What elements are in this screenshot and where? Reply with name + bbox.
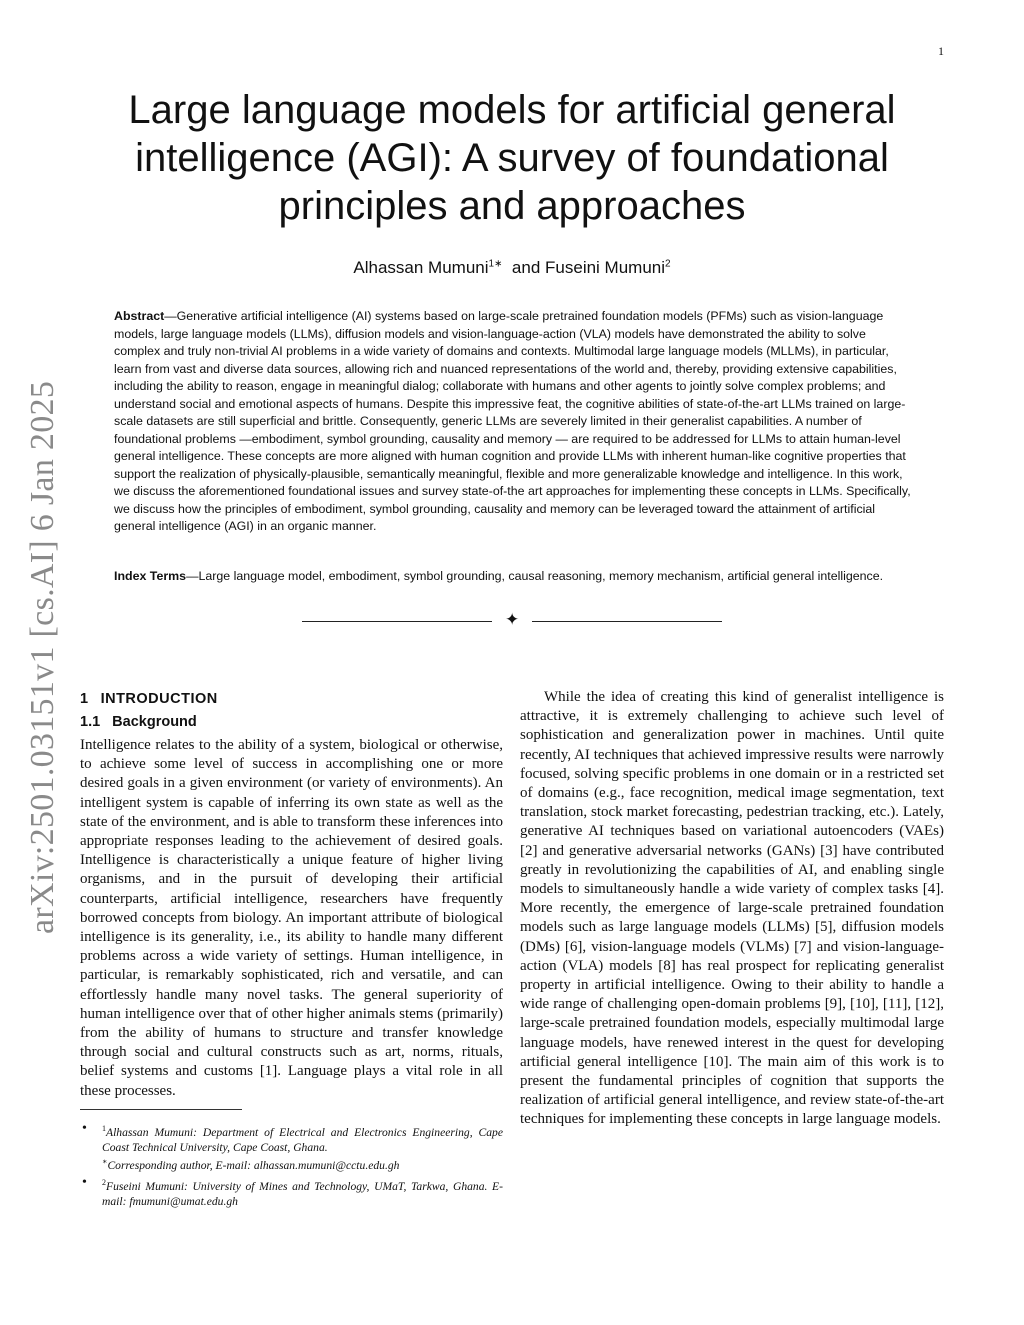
- author-list: [100, 258, 924, 278]
- subsection-title: Background: [112, 714, 197, 730]
- footnote: [80, 1176, 503, 1209]
- author-connector: and: [511, 258, 541, 277]
- index-terms: [114, 568, 914, 586]
- footnote-mark: ∗: [102, 1157, 108, 1167]
- footnote-rule: [80, 1109, 242, 1110]
- paper-title: [100, 86, 924, 230]
- title-line: intelligence (AGI): A survey of foundational: [135, 136, 889, 180]
- affiliation-mark: 1∗: [488, 258, 503, 270]
- separator-rule: [532, 621, 722, 622]
- title-line: principles and approaches: [278, 184, 746, 228]
- section-separator: [302, 612, 722, 630]
- body-paragraph: Intelligence relates to the ability of a system, biological or otherwise, to achieve some level of success in accomplishing one or more desired goals in a given environment (or variety of environments). An intelligent system is capable of inferring its own state as well as the state of the environment, and is able to transform these inferences into appropriate responses leading to the achievement of desired goals. Intelligence is characteristically a unique feature of higher living organisms, and in the pursuit of developing their artificial counterparts, artificial intelligence, researchers have frequently borrowed concepts from biology. An important attribute of biological intelligence is its generality, i.e., its ability to handle many different problems across a wide variety of settings. Human intelligence, in particular, is remarkably sophisticated, rich and versatile, and can effortlessly handle many novel tasks. The general superiority of human intelligence over that of other higher animals stems (primarily) from the ability of humans to structure and transfer knowledge through social and cultural constructs such as art, norms, rituals, belief systems and customs [1]. Language plays a vital role in all these processes.: [80, 737, 503, 1099]
- affiliation-mark: 2: [665, 258, 671, 270]
- index-terms-text: —Large language model, embodiment, symbol grounding, causal reasoning, memory mechanism, artificial general intelligence.: [186, 569, 884, 583]
- subsection-number: 1.1: [80, 714, 101, 730]
- footnote-mark: 2: [102, 1177, 106, 1187]
- title-line: Large language models for artificial general: [128, 88, 896, 132]
- index-terms-label: Index Terms: [114, 569, 187, 583]
- section-number: 1: [80, 691, 89, 707]
- author-name: Fuseini Mumuni: [545, 258, 666, 277]
- abstract-label: Abstract: [114, 309, 165, 323]
- section-heading: [80, 688, 503, 710]
- footnote: [80, 1122, 503, 1174]
- footnote-text: Fuseini Mumuni: University of Mines and Technology, UMaT, Tarkwa, Ghana. E-mail: fmumuni@umat.edu.gh: [102, 1179, 503, 1208]
- body-paragraph: While the idea of creating this kind of generalist intelligence is attractive, it is extremely challenging to achieve such level of sophistication and generalization power in machines. Until quite recently, AI techniques that achieved impressive results were narrowly focused, solving specific problems in one domain or in a restricted set of domains (e.g., face recognition, medical image segmentation, text translation, stock market forecasting, pedestrian tracking, etc.). Lately, generative AI techniques based on variational autoencoders (VAEs) [2] and generative adversarial networks (GANs) [3] have contributed greatly in revolutionizing the capabilities of AI, and enabling single models to simultaneously handle a wide variety of complex tasks [4]. More recently, the emergence of large-scale pretrained foundation models such as large language models (LLMs) [5], diffusion models (DMs) [6], vision-language models (VLMs) [7] and vision-language-action (VLA) models [8] has real prospect for replicating generalist property in artificial intelligence. Owing to their ability to handle a wide range of challenging open-domain problems [9], [10], [11], [12], large-scale pretrained foundation models, especially multimodal large language models, have renewed interest in the quest for developing artificial general intelligence [10]. The main aim of this work is to present the fundamental principles of cognition that supports the realization of artificial general intelligence, and review state-of-the-art techniques for implementing these concepts in large language models.: [520, 689, 944, 1128]
- footnote-bullet: •: [82, 1120, 87, 1136]
- subsection-heading: [80, 710, 503, 736]
- abstract-text: —Generative artificial intelligence (AI) systems based on large-scale pretrained foundation models (PFMs) such as vision-language models, large language models (LLMs), diffusion models and vision-language-action (VLA) models have demonstrated the ability to solve complex and truly non-trivial AI problems in a wide variety of domains and contexts. Multimodal large language models (MLLMs), in particular, learn from vast and diverse data sources, allowing rich and nuanced representations of the world and, thereby, providing extensive capabilities, including the ability to reason, engage in meaningful dialog; collaborate with humans and other agents to jointly solve complex problems; and understand social and emotional aspects of humans. Despite this impressive feat, the cognitive abilities of state-of-the-art LLMs trained on large-scale datasets are still superficial and brittle. Consequently, generic LLMs are severely limited in their generalist capabilities. A number of foundational problems —embodiment, symbol grounding, causality and memory — are required to be addressed for LLMs to attain human-level general intelligence. These concepts are more aligned with human cognition and provide LLMs with inherent human-like cognitive properties that support the realization of physically-plausible, semantically meaningful, flexible and more generalizable knowledge and intelligence. In this work, we discuss the aforementioned foundational issues and survey state-of-the art approaches for implementing these concepts in LLMs. Specifically, we discuss how the principles of embodiment, symbol grounding, causality and memory can be leveraged toward the attainment of artificial general intelligence (AGI) in an organic manner.: [114, 309, 911, 533]
- right-column: [520, 688, 944, 1130]
- separator-rule: [302, 621, 492, 622]
- author-name: Alhassan Mumuni: [353, 258, 489, 277]
- abstract: [114, 308, 914, 536]
- left-column: [80, 688, 503, 1211]
- arxiv-identifier-stamp: arXiv:2501.03151v1 [cs.AI] 6 Jan 2025: [24, 380, 61, 934]
- separator-diamond-icon: ✦: [505, 610, 520, 629]
- footnotes: [80, 1122, 503, 1210]
- footnote-bullet: •: [82, 1174, 87, 1190]
- footnote-text: Corresponding author, E-mail: alhassan.mumuni@cctu.edu.gh: [107, 1159, 400, 1173]
- section-title: INTRODUCTION: [100, 691, 218, 707]
- footnote-mark: 1: [102, 1123, 106, 1133]
- page-number: 1: [938, 44, 944, 58]
- footnote-text: Alhassan Mumuni: Department of Electrical and Electronics Engineering, Cape Coast Technical University, Cape Coast, Ghana.: [102, 1125, 503, 1154]
